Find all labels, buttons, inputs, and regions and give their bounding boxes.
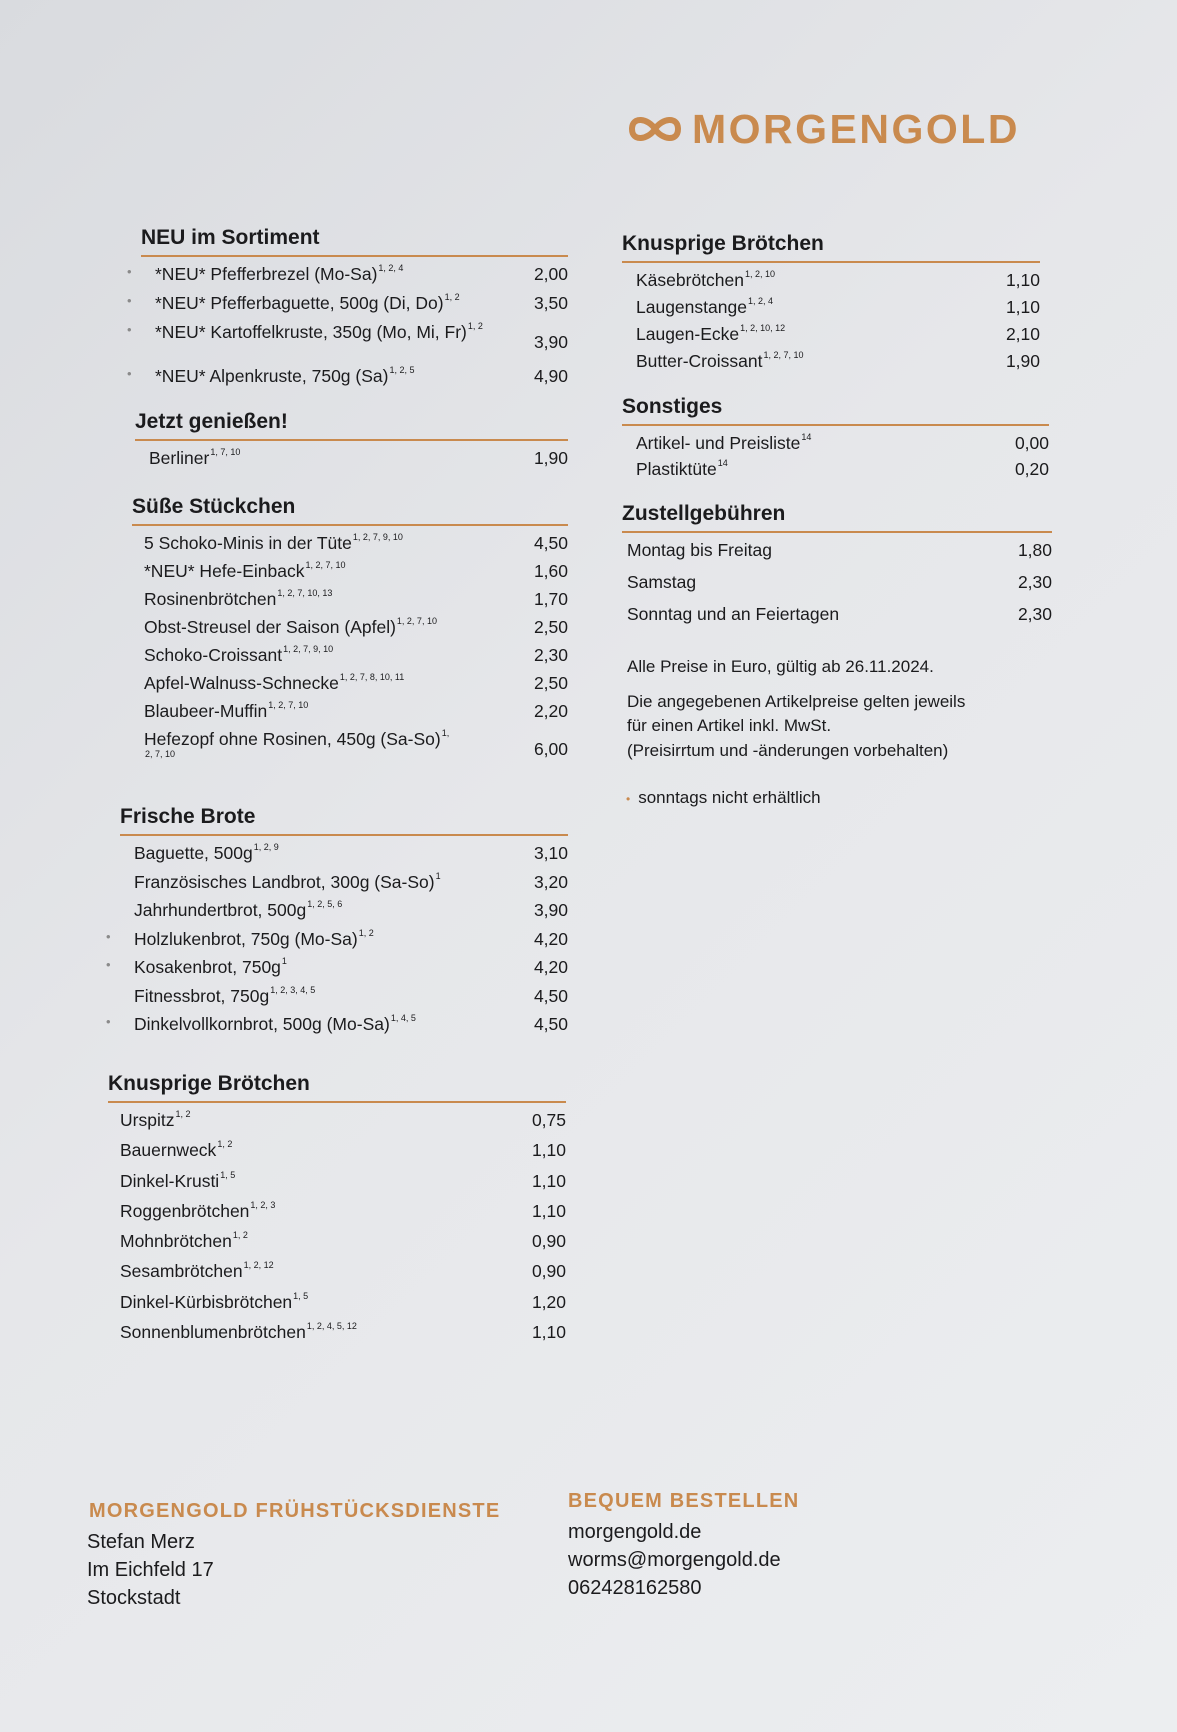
allergen-footnote: 14	[717, 458, 728, 468]
item-price: 2,10	[1005, 324, 1040, 344]
note-line: (Preisirrtum und -änderungen vorbehalten)	[627, 740, 949, 760]
item-name: Samstag	[627, 572, 697, 592]
allergen-footnote: 1, 2, 4	[378, 263, 404, 273]
allergen-footnote: 1, 2, 7, 10	[396, 616, 437, 626]
list-item	[132, 701, 568, 729]
section-title: Knusprige Brötchen	[622, 232, 1040, 263]
item-name: *NEU* Pfefferbaguette, 500g (Di, Do)	[155, 293, 444, 313]
phone-number[interactable]: 062428162580	[568, 1577, 702, 1599]
list-item	[132, 533, 568, 561]
item-name: Laugenstange	[636, 297, 747, 317]
allergen-footnote: 1, 2, 7, 10, 13	[277, 588, 333, 598]
section-title: NEU im Sortiment	[141, 226, 568, 257]
list-item	[108, 1292, 566, 1322]
list-item	[622, 604, 1052, 636]
section-neu-im-sortiment	[127, 226, 568, 395]
list-item	[108, 1171, 566, 1201]
item-price: 4,20	[533, 957, 568, 977]
validity-note: Alle Preise in Euro, gültig ab 26.11.2024.	[627, 657, 934, 676]
bullet-icon: •	[127, 366, 132, 381]
allergen-footnote: 1	[281, 956, 287, 966]
item-name: Käsebrötchen	[636, 270, 744, 290]
section-title: Jetzt genießen!	[135, 410, 568, 441]
section-title: Zustellgebühren	[622, 502, 1052, 533]
item-name: Schoko-Croissant	[144, 645, 283, 665]
section-jetzt-geniessen	[135, 410, 568, 476]
item-price: 2,00	[533, 264, 568, 284]
item-name: Artikel- und Preisliste	[636, 433, 801, 453]
item-name: Montag bis Freitag	[627, 540, 772, 560]
list-item	[108, 1110, 566, 1140]
allergen-footnote: 1, 2	[467, 321, 483, 331]
list-item	[127, 292, 568, 322]
list-item	[127, 321, 568, 366]
section-frische-brote	[106, 805, 568, 1043]
allergen-footnote: 1, 5	[220, 1169, 236, 1180]
list-item	[135, 448, 568, 476]
bullet-icon: •	[127, 264, 132, 279]
allergen-footnote: 1, 2, 9	[253, 842, 279, 852]
bullet-icon: •	[626, 792, 631, 806]
allergen-footnote: 1, 2, 12	[243, 1260, 274, 1271]
website-link[interactable]: morgengold.de	[568, 1521, 702, 1543]
item-name: Dinkel-Krusti	[120, 1170, 220, 1191]
list-item	[108, 1231, 566, 1261]
allergen-footnote: 1, 2, 3, 4, 5	[270, 984, 316, 995]
list-item	[108, 1201, 566, 1231]
item-price: 2,30	[1017, 604, 1052, 624]
item-name: Plastiktüte	[636, 459, 717, 479]
allergen-footnote: 1, 7, 10	[210, 447, 241, 457]
allergen-footnote: 1, 2	[232, 1230, 248, 1241]
list-item	[622, 270, 1040, 297]
list-item	[108, 1140, 566, 1170]
item-name: Mohnbrötchen	[120, 1231, 232, 1252]
contact-name: Stefan Merz	[87, 1531, 195, 1553]
list-item	[132, 729, 568, 769]
section-title: Frische Brote	[120, 805, 568, 836]
item-price: 1,10	[531, 1140, 566, 1161]
allergen-footnote: 1, 2, 7, 10	[305, 560, 346, 570]
section-knusprige-broetchen	[108, 1072, 566, 1352]
note-line: für einen Artikel inkl. MwSt.	[627, 716, 832, 736]
list-item	[132, 617, 568, 645]
item-name: Sesambrötchen	[120, 1261, 243, 1282]
note-line: Die angegebenen Artikelpreise gelten jeweils	[627, 691, 966, 711]
item-name: Sonntag und an Feiertagen	[627, 604, 840, 624]
item-name: Holzlukenbrot, 750g (Mo-Sa)	[134, 928, 358, 949]
item-name: *NEU* Kartoffelkruste, 350g (Mo, Mi, Fr)	[155, 322, 467, 342]
list-item	[108, 1261, 566, 1291]
item-name: Blaubeer-Muffin	[144, 701, 268, 721]
section-title: Sonstiges	[622, 395, 1049, 426]
item-price: 0,75	[531, 1110, 566, 1130]
bullet-icon: •	[106, 1014, 111, 1029]
item-price: 0,20	[1014, 459, 1049, 479]
item-name: Bauernweck	[120, 1140, 217, 1161]
allergen-footnote: 1, 2, 7, 9, 10	[283, 644, 334, 654]
item-price: 0,90	[531, 1261, 566, 1282]
list-item	[132, 561, 568, 589]
allergen-footnote: 1, 2	[444, 292, 460, 302]
allergen-footnote: 1, 2	[358, 927, 374, 938]
item-name: Hefezopf ohne Rosinen, 450g (Sa-So)	[144, 729, 441, 749]
allergen-footnote: 1, 2, 7, 10	[268, 700, 309, 710]
item-price: 2,30	[1017, 572, 1052, 592]
item-price: 4,50	[533, 985, 568, 1006]
item-name: Dinkel-Kürbisbrötchen	[120, 1291, 293, 1312]
list-item	[132, 673, 568, 701]
allergen-footnote: 1, 2, 3	[250, 1199, 276, 1210]
item-name: *NEU* Hefe-Einback	[144, 561, 305, 581]
item-name: Französisches Landbrot, 300g (Sa-So)	[134, 871, 435, 892]
list-item	[120, 986, 568, 1015]
item-price: 3,10	[533, 843, 568, 863]
bullet-icon: •	[106, 957, 111, 972]
list-item	[622, 297, 1040, 324]
section-zustellgebuehren	[622, 502, 1052, 636]
item-price: 1,10	[1005, 297, 1040, 317]
item-name: Obst-Streusel der Saison (Apfel)	[144, 617, 396, 637]
item-price: 4,50	[533, 533, 568, 553]
item-name: Jahrhundertbrot, 500g	[134, 900, 307, 920]
item-price: 3,50	[533, 293, 568, 313]
item-price: 1,70	[533, 589, 568, 609]
item-name: Baguette, 500g	[134, 843, 253, 863]
address-street: Im Eichfeld 17	[87, 1559, 214, 1581]
item-price: 1,10	[531, 1200, 566, 1221]
item-name: Urspitz	[120, 1110, 175, 1130]
list-item	[132, 589, 568, 617]
allergen-footnote: 1, 2, 10, 12	[740, 323, 786, 333]
item-price: 2,50	[533, 673, 568, 693]
allergen-footnote: 1, 2, 5	[389, 365, 415, 375]
list-item	[622, 351, 1040, 378]
sunday-note	[626, 788, 821, 808]
item-price: 4,50	[533, 1014, 568, 1034]
bullet-icon: •	[106, 928, 111, 944]
item-price: 1,80	[1017, 540, 1052, 560]
section-sonstiges	[622, 395, 1049, 485]
item-name: Butter-Croissant	[636, 351, 763, 371]
item-price: 3,90	[533, 900, 568, 920]
list-item	[120, 872, 568, 901]
email-link[interactable]: worms@morgengold.de	[568, 1549, 781, 1571]
item-price: 2,50	[533, 617, 568, 637]
item-name: Berliner	[149, 448, 210, 468]
list-item	[120, 900, 568, 929]
footer-address	[87, 1528, 214, 1612]
item-name: 5 Schoko-Minis in der Tüte	[144, 533, 352, 553]
list-item	[622, 459, 1049, 485]
list-item	[106, 956, 568, 986]
allergen-footnote: 1, 2	[175, 1109, 191, 1119]
item-name: Roggenbrötchen	[120, 1200, 250, 1221]
item-price: 1,20	[531, 1291, 566, 1312]
allergen-footnote: 1, 2	[217, 1139, 233, 1150]
item-name: Dinkelvollkornbrot, 500g (Mo-Sa)	[134, 1014, 390, 1034]
list-item	[106, 1013, 568, 1043]
item-name: *NEU* Pfefferbrezel (Mo-Sa)	[155, 264, 378, 284]
brand-logo	[628, 104, 1020, 154]
item-price: 3,90	[533, 332, 568, 352]
allergen-footnote: 1	[435, 870, 441, 881]
allergen-footnote: 2, 7, 10	[145, 749, 176, 760]
list-item	[106, 927, 568, 958]
item-price: 1,60	[533, 561, 568, 581]
address-city: Stockstadt	[87, 1587, 181, 1609]
footer-contact	[568, 1518, 781, 1602]
bullet-icon: •	[127, 293, 132, 308]
list-item	[622, 540, 1052, 572]
list-item	[622, 572, 1052, 604]
price-notes	[627, 655, 1067, 764]
list-item	[120, 843, 568, 872]
list-item	[108, 1322, 566, 1352]
allergen-footnote: 1, 2, 5, 6	[307, 899, 343, 909]
item-price: 1,10	[531, 1170, 566, 1191]
item-name: *NEU* Alpenkruste, 750g (Sa)	[155, 366, 389, 386]
item-price: 2,20	[533, 701, 568, 721]
item-price: 1,90	[1005, 351, 1040, 371]
section-title: Süße Stückchen	[132, 495, 568, 526]
list-item	[622, 324, 1040, 351]
pretzel-icon	[628, 112, 682, 146]
footer-order-title: BEQUEM BESTELLEN	[568, 1490, 800, 1512]
allergen-footnote: 1, 2, 4, 5, 12	[306, 1321, 357, 1332]
item-price: 2,30	[533, 645, 568, 665]
footer-company-title: MORGENGOLD FRÜHSTÜCKSDIENSTE	[89, 1500, 501, 1522]
sunday-note-text: sonntags nicht erhältlich	[638, 788, 821, 807]
item-name: Fitnessbrot, 750g	[134, 985, 270, 1006]
allergen-footnote: 1, 4, 5	[390, 1013, 416, 1023]
section-suesse-stueckchen	[132, 495, 568, 769]
allergen-footnote: 1, 2, 7, 9, 10	[352, 532, 403, 542]
item-price: 1,10	[1005, 270, 1040, 290]
item-price: 1,10	[531, 1322, 566, 1343]
item-price: 0,00	[1014, 433, 1049, 453]
bullet-icon: •	[127, 322, 132, 337]
section-title: Knusprige Brötchen	[108, 1072, 566, 1103]
item-name: Kosakenbrot, 750g	[134, 957, 281, 977]
list-item	[132, 645, 568, 673]
allergen-footnote: 1, 2, 7, 10	[763, 350, 804, 360]
allergen-footnote: 1, 2, 4	[747, 296, 773, 306]
item-price: 1,90	[533, 448, 568, 468]
allergen-footnote: 1,	[441, 728, 450, 738]
item-price: 4,90	[533, 366, 568, 386]
allergen-footnote: 1, 5	[293, 1290, 309, 1301]
item-name: Apfel-Walnuss-Schnecke	[144, 673, 339, 693]
section-knusprige-broetchen-2	[622, 232, 1040, 378]
list-item	[127, 263, 568, 293]
item-name: Rosinenbrötchen	[144, 589, 277, 609]
list-item	[622, 433, 1049, 459]
item-price: 0,90	[531, 1231, 566, 1252]
item-name: Laugen-Ecke	[636, 324, 740, 344]
item-name: Sonnenblumenbrötchen	[120, 1322, 306, 1343]
item-price: 3,20	[533, 871, 568, 892]
allergen-footnote: 1, 2, 7, 8, 10, 11	[339, 672, 405, 682]
brand-name: MORGENGOLD	[692, 105, 1020, 152]
item-price: 4,20	[533, 928, 568, 949]
item-price: 6,00	[533, 739, 568, 759]
allergen-footnote: 14	[801, 432, 812, 442]
list-item	[127, 365, 568, 395]
allergen-footnote: 1, 2, 10	[745, 269, 776, 279]
